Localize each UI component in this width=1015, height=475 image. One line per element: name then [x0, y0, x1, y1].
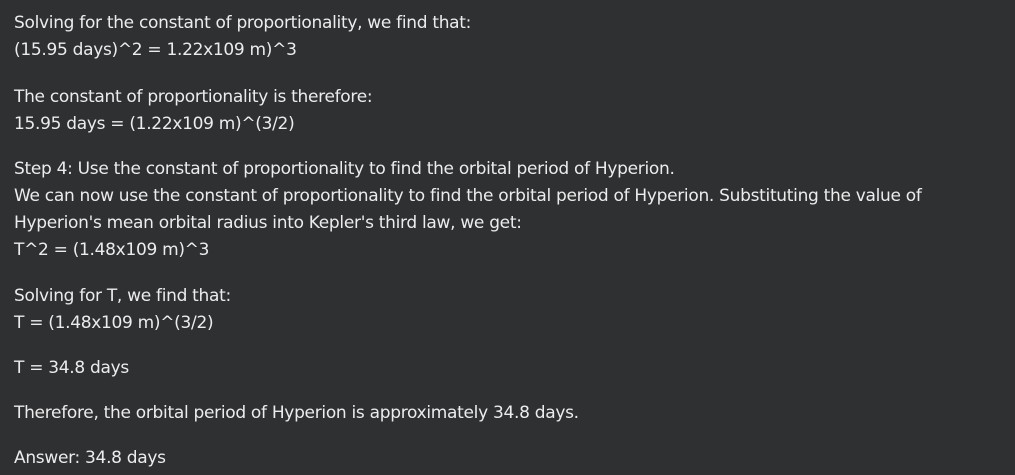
- step-heading: Step 4: Use the constant of proportionality to find the orbital period of Hyperion.: [14, 159, 675, 179]
- answer-line: Answer: 34.8 days: [14, 448, 166, 468]
- response-text-line: Solving for the constant of proportionality, we find that:: [14, 13, 472, 33]
- equation-line: (15.95 days)^2 = 1.22x109 m)^3: [14, 40, 297, 60]
- result-line: T = 34.8 days: [14, 358, 129, 378]
- conclusion-line: Therefore, the orbital period of Hyperion is approximately 34.8 days.: [14, 403, 579, 423]
- response-text-line: We can now use the constant of proportionality to find the orbital period of Hyperion. Substituting the value of: [14, 186, 922, 206]
- response-text-line: Hyperion's mean orbital radius into Kepler's third law, we get:: [14, 213, 522, 233]
- equation-line: T^2 = (1.48x109 m)^3: [14, 240, 210, 260]
- response-text-line: Solving for T, we find that:: [14, 286, 231, 306]
- equation-line: T = (1.48x109 m)^(3/2): [14, 313, 214, 333]
- response-text-line: The constant of proportionality is therefore:: [14, 87, 373, 107]
- equation-line: 15.95 days = (1.22x109 m)^(3/2): [14, 114, 295, 134]
